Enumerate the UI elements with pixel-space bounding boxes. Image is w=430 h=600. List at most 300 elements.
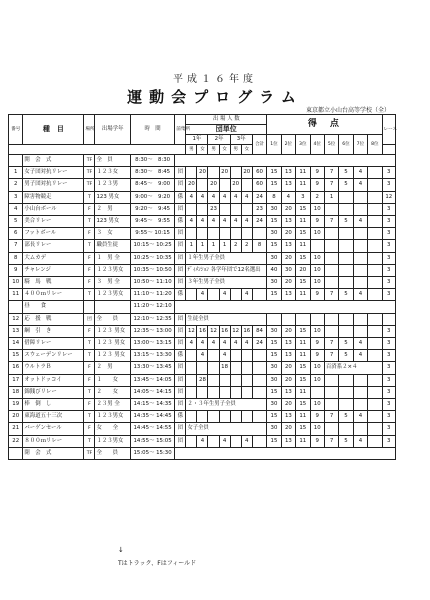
row-score-s3: 15 <box>296 277 310 289</box>
row-score-s6 <box>339 325 353 337</box>
row-entry: 団 <box>175 203 186 215</box>
page-title: 運動会プログラム <box>127 88 303 106</box>
row-score-s3 <box>296 313 310 325</box>
row-count-f3 <box>241 374 252 386</box>
row-score-s8 <box>368 191 382 203</box>
row-count-m3 <box>230 435 241 447</box>
row-place <box>84 301 95 313</box>
row-score-s1: 15 <box>267 338 281 350</box>
row-score-s5 <box>324 374 338 386</box>
row-event: ４００ｍリレー <box>23 289 84 301</box>
row-place: T <box>84 191 95 203</box>
row-count-m1 <box>186 362 197 374</box>
row-race: 3 <box>382 386 395 398</box>
row-count-f1: 16 <box>197 325 208 337</box>
row-count-f1 <box>197 228 208 240</box>
row-score-s5 <box>324 277 338 289</box>
row-score-s6: 5 <box>339 350 353 362</box>
row-score-s2: 20 <box>281 399 295 411</box>
row-score-s6 <box>339 423 353 435</box>
row-time: 14:55〜 15:05 <box>130 435 174 447</box>
row-score-s6 <box>339 264 353 276</box>
row-count-m1 <box>186 203 197 215</box>
row-score-s1: 30 <box>267 252 281 264</box>
school-name: 東京都立小山台高等学校（全） <box>305 107 390 114</box>
table-row <box>9 374 396 386</box>
row-count-m2 <box>208 386 219 398</box>
row-score-s2: 20 <box>281 374 295 386</box>
row-score-s6 <box>339 191 353 203</box>
row-score-s1: 15 <box>267 240 281 252</box>
row-score-s2: 13 <box>281 338 295 350</box>
row-score-s2: 20 <box>281 325 295 337</box>
row-score-s2: 13 <box>281 167 295 179</box>
row-score-s6 <box>339 374 353 386</box>
row-place: F <box>84 362 95 374</box>
row-race: 3 <box>382 216 395 228</box>
row-place: F <box>84 203 95 215</box>
row-entry: 団 <box>175 167 186 179</box>
row-race: 3 <box>382 179 395 191</box>
row-score-s8 <box>368 228 382 240</box>
row-count-tot <box>252 386 266 398</box>
row-count-tot: 24 <box>252 338 266 350</box>
row-count-f2 <box>219 411 230 423</box>
table-row <box>9 338 396 350</box>
row-score-s8 <box>368 399 382 411</box>
row-score-s1: 30 <box>267 228 281 240</box>
row-score-s6: 5 <box>339 435 353 447</box>
row-entry: 団 <box>175 338 186 350</box>
row-race: 3 <box>382 240 395 252</box>
fiscal-year-label: 平成１６年度 <box>173 74 257 85</box>
row-count-m3 <box>230 362 241 374</box>
row-count-f1: 4 <box>197 289 208 301</box>
row-score-s7: 4 <box>353 350 367 362</box>
row-number: 21 <box>9 423 23 435</box>
header-total: 合計 <box>252 135 266 155</box>
row-number <box>9 447 23 459</box>
row-score-s2: 13 <box>281 216 295 228</box>
row-score-s7 <box>353 325 367 337</box>
row-entry: 係 <box>175 411 186 423</box>
row-score-s1: 30 <box>267 203 281 215</box>
row-place: TF <box>84 167 95 179</box>
row-race: 3 <box>382 277 395 289</box>
row-number: 5 <box>9 216 23 228</box>
row-number: 13 <box>9 325 23 337</box>
row-score-s1: 40 <box>267 264 281 276</box>
row-score-s7: 4 <box>353 167 367 179</box>
row-score-s7: 4 <box>353 411 367 423</box>
row-score-s4: 10 <box>310 362 324 374</box>
row-score-s5 <box>324 228 338 240</box>
row-number: 19 <box>9 399 23 411</box>
row-score-s4: 9 <box>310 167 324 179</box>
row-count-f2: 18 <box>219 362 230 374</box>
row-place: F <box>84 374 95 386</box>
row-number: 12 <box>9 313 23 325</box>
table-row <box>9 228 396 240</box>
row-count-m2 <box>208 374 219 386</box>
row-number <box>9 301 23 313</box>
row-count-m2 <box>208 411 219 423</box>
row-count-f1 <box>197 203 208 215</box>
row-grade: １２３男女 <box>95 435 130 447</box>
row-score-s7 <box>353 399 367 411</box>
row-number: 17 <box>9 374 23 386</box>
row-count-m1 <box>186 167 197 179</box>
row-time: 13:15〜 13:30 <box>130 350 174 362</box>
row-entry: 係 <box>175 216 186 228</box>
row-score-s7: 4 <box>353 179 367 191</box>
row-score-s3: 3 <box>296 191 310 203</box>
row-blank <box>175 301 396 313</box>
row-count-f3 <box>241 362 252 374</box>
row-count-f3: 4 <box>241 338 252 350</box>
row-count-m2 <box>208 350 219 362</box>
row-entry: 団 <box>175 399 186 411</box>
row-score-s6 <box>339 240 353 252</box>
row-grade: ２ 男 <box>95 362 130 374</box>
row-score-s6: 5 <box>339 179 353 191</box>
row-count-f1: 20 <box>197 167 208 179</box>
row-score-s4: 10 <box>310 264 324 276</box>
row-score-s5: 7 <box>324 289 338 301</box>
row-count-f2: 4 <box>219 435 230 447</box>
row-score-s3: 11 <box>296 216 310 228</box>
row-entry: 団 <box>175 277 186 289</box>
row-count-m2: 23 <box>208 203 219 215</box>
header-rank-5: 5位 <box>324 135 338 155</box>
row-race <box>382 313 395 325</box>
row-score-s7 <box>353 240 367 252</box>
row-place: T <box>84 411 95 423</box>
row-event: チャレンジ <box>23 264 84 276</box>
table-row <box>9 289 396 301</box>
row-score-s5 <box>324 399 338 411</box>
row-count-tot <box>252 350 266 362</box>
table-row <box>9 313 396 325</box>
row-count-tot <box>252 411 266 423</box>
row-place: TF <box>84 447 95 459</box>
row-grade: １２３ 男女 <box>95 325 130 337</box>
header-grade: 出場学年 <box>95 115 130 145</box>
row-grade: １２３女 <box>95 167 130 179</box>
row-count-m3 <box>230 289 241 301</box>
row-race: 3 <box>382 362 395 374</box>
row-score-s7 <box>353 374 367 386</box>
row-grade: ３ 女 <box>95 228 130 240</box>
row-score-s4: 10 <box>310 399 324 411</box>
row-blank <box>175 155 396 167</box>
row-count-f1 <box>197 179 208 191</box>
row-score-s2: 20 <box>281 228 295 240</box>
row-score-s3: 11 <box>296 338 310 350</box>
row-event: 閉 会 式 <box>23 447 84 459</box>
row-grade: 123 男女 <box>95 191 130 203</box>
header-female-3: 女 <box>241 145 252 155</box>
row-entry: 団 <box>175 374 186 386</box>
row-score-s2: 20 <box>281 362 295 374</box>
row-count-m1 <box>186 411 197 423</box>
row-grade: １２３男女 <box>95 411 130 423</box>
row-score-s7 <box>353 228 367 240</box>
row-race: 3 <box>382 289 395 301</box>
table-row <box>9 191 396 203</box>
row-race: 3 <box>382 350 395 362</box>
row-grade: １２３男女 <box>95 289 130 301</box>
row-count-tot: 60 <box>252 179 266 191</box>
row-event: 東海道五十三次 <box>23 411 84 423</box>
row-event: ８００ｍリレー <box>23 435 84 447</box>
row-count-f2: 16 <box>219 325 230 337</box>
row-number: 16 <box>9 362 23 374</box>
row-grade: 全 員 <box>95 447 130 459</box>
row-grade: ２３男 全 <box>95 399 130 411</box>
row-time: 14:45〜 14:55 <box>130 423 174 435</box>
row-score-s3: 15 <box>296 399 310 411</box>
row-score-s3: 11 <box>296 435 310 447</box>
row-event: 棒 倒 し <box>23 399 84 411</box>
row-number: 20 <box>9 411 23 423</box>
row-entry: 係 <box>175 289 186 301</box>
row-event: フットボール <box>23 228 84 240</box>
row-number: 7 <box>9 240 23 252</box>
row-score-s6 <box>339 228 353 240</box>
row-event: 昼 食 <box>23 301 84 313</box>
row-count-tot <box>252 435 266 447</box>
header-time: 時 間 <box>130 115 174 145</box>
row-count-tot: 60 <box>252 167 266 179</box>
row-grade: １２３ 男女 <box>95 338 130 350</box>
row-score-s2: 20 <box>281 203 295 215</box>
row-count-f3: 4 <box>241 289 252 301</box>
header-rank-8: 8位 <box>368 135 382 155</box>
row-score-s4 <box>310 313 324 325</box>
header-rank-3: 3位 <box>296 135 310 155</box>
row-number: 14 <box>9 338 23 350</box>
row-score-s5 <box>324 423 338 435</box>
row-score-s8 <box>368 435 382 447</box>
row-score-s8 <box>368 423 382 435</box>
row-count-m1 <box>186 386 197 398</box>
row-place: T <box>84 386 95 398</box>
row-count-m2 <box>208 228 219 240</box>
row-count-m1: 4 <box>186 216 197 228</box>
row-count-f2: 1 <box>219 240 230 252</box>
header-rank-7: 7位 <box>353 135 367 155</box>
header-race: レース <box>382 115 395 145</box>
row-score-s6: 5 <box>339 289 353 301</box>
row-count-f2: 4 <box>219 338 230 350</box>
row-score-s7: 4 <box>353 338 367 350</box>
row-grade: ３ 男 全 <box>95 277 130 289</box>
header-number: 番号 <box>9 115 23 145</box>
row-number: 18 <box>9 386 23 398</box>
row-time: 13:45〜 14:05 <box>130 374 174 386</box>
header-year-2: 2年 <box>208 135 230 145</box>
row-score-s5: 7 <box>324 167 338 179</box>
row-count-m2 <box>208 435 219 447</box>
row-score-s7 <box>353 277 367 289</box>
row-time: 10:50〜 11:10 <box>130 277 174 289</box>
row-score-s5: 7 <box>324 179 338 191</box>
row-place: T <box>84 240 95 252</box>
row-score-s8 <box>368 264 382 276</box>
row-score-s8 <box>368 374 382 386</box>
row-score-s6: 5 <box>339 411 353 423</box>
row-score-s2: 13 <box>281 179 295 191</box>
row-count-f2: 4 <box>219 289 230 301</box>
row-time: 8:30〜 8:45 <box>130 167 174 179</box>
row-event: 男子団対抗リレー <box>23 179 84 191</box>
row-count-f3 <box>241 386 252 398</box>
header-rank-4: 4位 <box>310 135 324 155</box>
table-row <box>9 423 396 435</box>
row-count-m2: 20 <box>208 179 219 191</box>
table-row <box>9 350 396 362</box>
row-place: F <box>84 252 95 264</box>
row-score-s7 <box>353 252 367 264</box>
header-female-2: 女 <box>219 145 230 155</box>
row-place: F <box>84 399 95 411</box>
row-count-f2 <box>219 228 230 240</box>
row-score-s2: 13 <box>281 350 295 362</box>
row-score-s8 <box>368 216 382 228</box>
row-entry: 団 <box>175 240 186 252</box>
row-event: 障害物競走 <box>23 191 84 203</box>
header-rank-6: 6位 <box>339 135 353 155</box>
row-count-f1: 28 <box>197 374 208 386</box>
row-number: 10 <box>9 277 23 289</box>
row-count-m3: 20 <box>230 179 241 191</box>
row-entry-note: 女子全員 <box>186 423 267 435</box>
row-race: 3 <box>382 411 395 423</box>
row-score-s8 <box>368 313 382 325</box>
row-count-m3: 4 <box>230 216 241 228</box>
header-event: 種 目 <box>23 115 84 145</box>
row-count-f3: 4 <box>241 435 252 447</box>
row-count-f1: 4 <box>197 191 208 203</box>
row-count-m2: 1 <box>208 240 219 252</box>
row-score-s4: 9 <box>310 179 324 191</box>
row-grade: １２３男 <box>95 179 130 191</box>
header-male-1: 男 <box>186 145 197 155</box>
row-entry: 団 <box>175 252 186 264</box>
table-row <box>9 325 396 337</box>
row-score-s5 <box>324 240 338 252</box>
row-score-s8 <box>368 350 382 362</box>
row-grade: 職員生徒 <box>95 240 130 252</box>
row-score-s8 <box>368 240 382 252</box>
row-count-m1: 1 <box>186 240 197 252</box>
row-number: 1 <box>9 167 23 179</box>
row-score-s3: 15 <box>296 362 310 374</box>
row-time: 15:05〜 15:30 <box>130 447 174 459</box>
row-score-s4: 10 <box>310 423 324 435</box>
row-count-tot <box>252 289 266 301</box>
row-place: F <box>84 264 95 276</box>
row-count-f2 <box>219 374 230 386</box>
row-score-s2: 13 <box>281 411 295 423</box>
row-score-s7 <box>353 313 367 325</box>
row-score-s8 <box>368 338 382 350</box>
table-row <box>9 252 396 264</box>
header-unit: 団単位 <box>186 125 267 135</box>
row-score-s8 <box>368 325 382 337</box>
row-count-f1: 4 <box>197 216 208 228</box>
table-row <box>9 411 396 423</box>
table-row <box>9 435 396 447</box>
row-score-s5 <box>324 325 338 337</box>
row-place: T <box>84 289 95 301</box>
row-entry-note: 生徒全員 <box>186 313 267 325</box>
row-count-f1: 4 <box>197 338 208 350</box>
row-event: 借障リレー <box>23 338 84 350</box>
row-count-f2 <box>219 386 230 398</box>
row-score-note: 百済系２×４ <box>324 362 382 374</box>
row-count-m1: 4 <box>186 191 197 203</box>
row-count-m3 <box>230 350 241 362</box>
row-score-s7: 4 <box>353 435 367 447</box>
row-score-s1: 15 <box>267 216 281 228</box>
row-count-tot: 24 <box>252 191 266 203</box>
row-count-f1: 1 <box>197 240 208 252</box>
row-score-s7 <box>353 264 367 276</box>
row-score-s6 <box>339 313 353 325</box>
row-score-s8 <box>368 179 382 191</box>
row-score-s1: 8 <box>267 191 281 203</box>
row-score-s4: 9 <box>310 411 324 423</box>
row-count-m2: 4 <box>208 191 219 203</box>
row-score-s5 <box>324 252 338 264</box>
row-race: 3 <box>382 203 395 215</box>
row-count-m1 <box>186 228 197 240</box>
row-place: T <box>84 216 95 228</box>
row-place: F <box>84 423 95 435</box>
row-time: 9:00〜 9:20 <box>130 191 174 203</box>
row-event: 美合リレー <box>23 216 84 228</box>
header-male-2: 男 <box>208 145 219 155</box>
row-race: 3 <box>382 399 395 411</box>
row-grade: ２ 女 <box>95 386 130 398</box>
row-count-m2: 12 <box>208 325 219 337</box>
row-score-s7 <box>353 386 367 398</box>
row-count-f2: 4 <box>219 191 230 203</box>
row-entry: 団 <box>175 313 186 325</box>
row-event: ウルトラＢ <box>23 362 84 374</box>
row-score-s8 <box>368 203 382 215</box>
table-row <box>9 386 396 398</box>
row-count-f3: 20 <box>241 167 252 179</box>
row-count-f3 <box>241 228 252 240</box>
row-time: 14:35〜 14:45 <box>130 411 174 423</box>
row-entry: 係 <box>175 191 186 203</box>
row-count-f2 <box>219 203 230 215</box>
row-score-s3: 11 <box>296 289 310 301</box>
row-score-s4: 2 <box>310 191 324 203</box>
row-score-s7: 4 <box>353 289 367 301</box>
row-score-s1: 15 <box>267 435 281 447</box>
row-number: 15 <box>9 350 23 362</box>
row-time: 10:25〜 10:35 <box>130 252 174 264</box>
row-number: 22 <box>9 435 23 447</box>
row-score-s6 <box>339 386 353 398</box>
row-count-m2 <box>208 167 219 179</box>
row-score-s4: 9 <box>310 216 324 228</box>
row-grade: 全 員 <box>95 313 130 325</box>
